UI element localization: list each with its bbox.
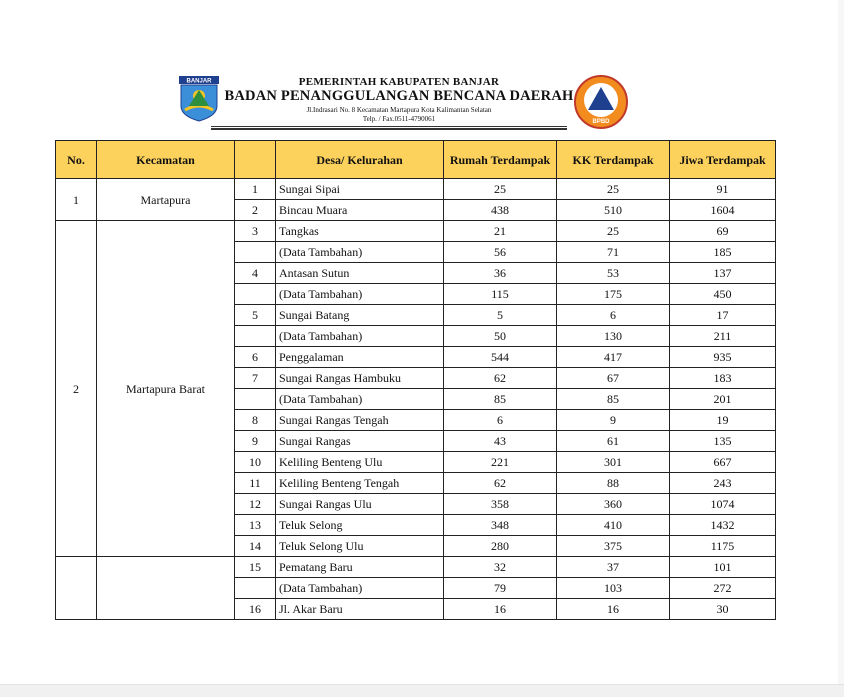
sub-no-cell: 10	[235, 452, 276, 473]
rumah-cell: 115	[444, 284, 557, 305]
table-row	[56, 221, 776, 242]
sub-no-cell	[235, 284, 276, 305]
kk-cell: 25	[557, 221, 670, 242]
svg-text:BANJAR: BANJAR	[186, 78, 212, 85]
bpbd-logo	[573, 74, 629, 130]
table-row	[56, 179, 776, 200]
letterhead-text	[223, 76, 575, 124]
kk-cell: 175	[557, 284, 670, 305]
desa-cell: Sungai Rangas Tengah	[276, 410, 444, 431]
agency-name: BADAN PENANGGULANGAN BENCANA DAERAH	[224, 88, 574, 104]
rumah-cell: 6	[444, 410, 557, 431]
letterhead	[175, 72, 635, 130]
jiwa-cell: 211	[670, 326, 776, 347]
kk-cell: 16	[557, 599, 670, 620]
jiwa-cell: 19	[670, 410, 776, 431]
group-no-cell	[56, 557, 97, 620]
group-kecamatan-cell: Martapura	[97, 179, 235, 221]
rumah-cell: 85	[444, 389, 557, 410]
desa-cell: Teluk Selong Ulu	[276, 536, 444, 557]
sub-no-cell: 5	[235, 305, 276, 326]
jiwa-cell: 667	[670, 452, 776, 473]
banjar-regency-logo	[179, 76, 219, 122]
desa-cell: (Data Tambahan)	[276, 578, 444, 599]
kk-cell: 6	[557, 305, 670, 326]
sub-no-cell: 1	[235, 179, 276, 200]
jiwa-cell: 30	[670, 599, 776, 620]
letterhead-rule-thick	[211, 128, 567, 130]
rumah-cell: 544	[444, 347, 557, 368]
desa-cell: Bincau Muara	[276, 200, 444, 221]
desa-cell: Teluk Selong	[276, 515, 444, 536]
rumah-cell: 5	[444, 305, 557, 326]
kk-cell: 410	[557, 515, 670, 536]
impact-table	[55, 140, 776, 620]
group-kecamatan-cell	[97, 557, 235, 620]
desa-cell: Sungai Sipai	[276, 179, 444, 200]
rumah-cell: 50	[444, 326, 557, 347]
desa-cell: Tangkas	[276, 221, 444, 242]
jiwa-cell: 1074	[670, 494, 776, 515]
kk-cell: 375	[557, 536, 670, 557]
kk-cell: 53	[557, 263, 670, 284]
sub-no-cell: 14	[235, 536, 276, 557]
kk-cell: 37	[557, 557, 670, 578]
kk-cell: 88	[557, 473, 670, 494]
desa-cell: Antasan Sutun	[276, 263, 444, 284]
rumah-cell: 56	[444, 242, 557, 263]
jiwa-cell: 243	[670, 473, 776, 494]
header-sub-no	[235, 141, 276, 179]
sub-no-cell: 13	[235, 515, 276, 536]
header-kk: KK Terdampak	[557, 141, 670, 179]
rumah-cell: 280	[444, 536, 557, 557]
desa-cell: (Data Tambahan)	[276, 242, 444, 263]
sub-no-cell	[235, 326, 276, 347]
agency-address: Jl.Indrasari No. 8 Kecamatan Martapura Kota Kalimantan Selatan	[306, 106, 492, 114]
page-edge	[838, 0, 844, 684]
rumah-cell: 358	[444, 494, 557, 515]
kk-cell: 510	[557, 200, 670, 221]
jiwa-cell: 185	[670, 242, 776, 263]
desa-cell: (Data Tambahan)	[276, 284, 444, 305]
government-name: PEMERINTAH KABUPATEN BANJAR	[298, 76, 500, 88]
kk-cell: 25	[557, 179, 670, 200]
sub-no-cell: 3	[235, 221, 276, 242]
group-kecamatan-cell: Martapura Barat	[97, 221, 235, 557]
header-desa: Desa/ Kelurahan	[276, 141, 444, 179]
sub-no-cell: 16	[235, 599, 276, 620]
header-rumah: Rumah Terdampak	[444, 141, 557, 179]
sub-no-cell: 6	[235, 347, 276, 368]
desa-cell: (Data Tambahan)	[276, 326, 444, 347]
desa-cell: Jl. Akar Baru	[276, 599, 444, 620]
jiwa-cell: 272	[670, 578, 776, 599]
rumah-cell: 62	[444, 473, 557, 494]
header-kecamatan: Kecamatan	[97, 141, 235, 179]
rumah-cell: 438	[444, 200, 557, 221]
desa-cell: Keliling Benteng Ulu	[276, 452, 444, 473]
desa-cell: Sungai Rangas Hambuku	[276, 368, 444, 389]
rumah-cell: 348	[444, 515, 557, 536]
kk-cell: 9	[557, 410, 670, 431]
kk-cell: 130	[557, 326, 670, 347]
jiwa-cell: 201	[670, 389, 776, 410]
jiwa-cell: 1432	[670, 515, 776, 536]
kk-cell: 61	[557, 431, 670, 452]
rumah-cell: 25	[444, 179, 557, 200]
svg-text:BPBD: BPBD	[592, 119, 610, 125]
kk-cell: 417	[557, 347, 670, 368]
jiwa-cell: 1175	[670, 536, 776, 557]
viewer-bottom-bar	[0, 684, 844, 697]
jiwa-cell: 17	[670, 305, 776, 326]
jiwa-cell: 91	[670, 179, 776, 200]
jiwa-cell: 935	[670, 347, 776, 368]
sub-no-cell: 4	[235, 263, 276, 284]
kk-cell: 67	[557, 368, 670, 389]
kk-cell: 301	[557, 452, 670, 473]
sub-no-cell: 8	[235, 410, 276, 431]
rumah-cell: 43	[444, 431, 557, 452]
rumah-cell: 79	[444, 578, 557, 599]
jiwa-cell: 450	[670, 284, 776, 305]
desa-cell: Keliling Benteng Tengah	[276, 473, 444, 494]
desa-cell: (Data Tambahan)	[276, 389, 444, 410]
sub-no-cell	[235, 242, 276, 263]
rumah-cell: 62	[444, 368, 557, 389]
header-jiwa: Jiwa Terdampak	[670, 141, 776, 179]
rumah-cell: 221	[444, 452, 557, 473]
kk-cell: 360	[557, 494, 670, 515]
sub-no-cell	[235, 389, 276, 410]
sub-no-cell: 2	[235, 200, 276, 221]
agency-phone: Telp. / Fax.0511-4790061	[362, 115, 436, 123]
kk-cell: 85	[557, 389, 670, 410]
desa-cell: Sungai Batang	[276, 305, 444, 326]
jiwa-cell: 69	[670, 221, 776, 242]
jiwa-cell: 183	[670, 368, 776, 389]
group-no-cell: 1	[56, 179, 97, 221]
desa-cell: Pematang Baru	[276, 557, 444, 578]
rumah-cell: 36	[444, 263, 557, 284]
sub-no-cell: 7	[235, 368, 276, 389]
sub-no-cell: 15	[235, 557, 276, 578]
jiwa-cell: 1604	[670, 200, 776, 221]
desa-cell: Sungai Rangas Ulu	[276, 494, 444, 515]
table-header-row	[56, 141, 776, 179]
jiwa-cell: 101	[670, 557, 776, 578]
sub-no-cell	[235, 578, 276, 599]
jiwa-cell: 135	[670, 431, 776, 452]
kk-cell: 71	[557, 242, 670, 263]
table-row	[56, 557, 776, 578]
desa-cell: Penggalaman	[276, 347, 444, 368]
rumah-cell: 32	[444, 557, 557, 578]
sub-no-cell: 12	[235, 494, 276, 515]
desa-cell: Sungai Rangas	[276, 431, 444, 452]
sub-no-cell: 11	[235, 473, 276, 494]
rumah-cell: 16	[444, 599, 557, 620]
letterhead-rule	[211, 126, 567, 127]
jiwa-cell: 137	[670, 263, 776, 284]
kk-cell: 103	[557, 578, 670, 599]
group-no-cell: 2	[56, 221, 97, 557]
sub-no-cell: 9	[235, 431, 276, 452]
rumah-cell: 21	[444, 221, 557, 242]
header-no: No.	[56, 141, 97, 179]
